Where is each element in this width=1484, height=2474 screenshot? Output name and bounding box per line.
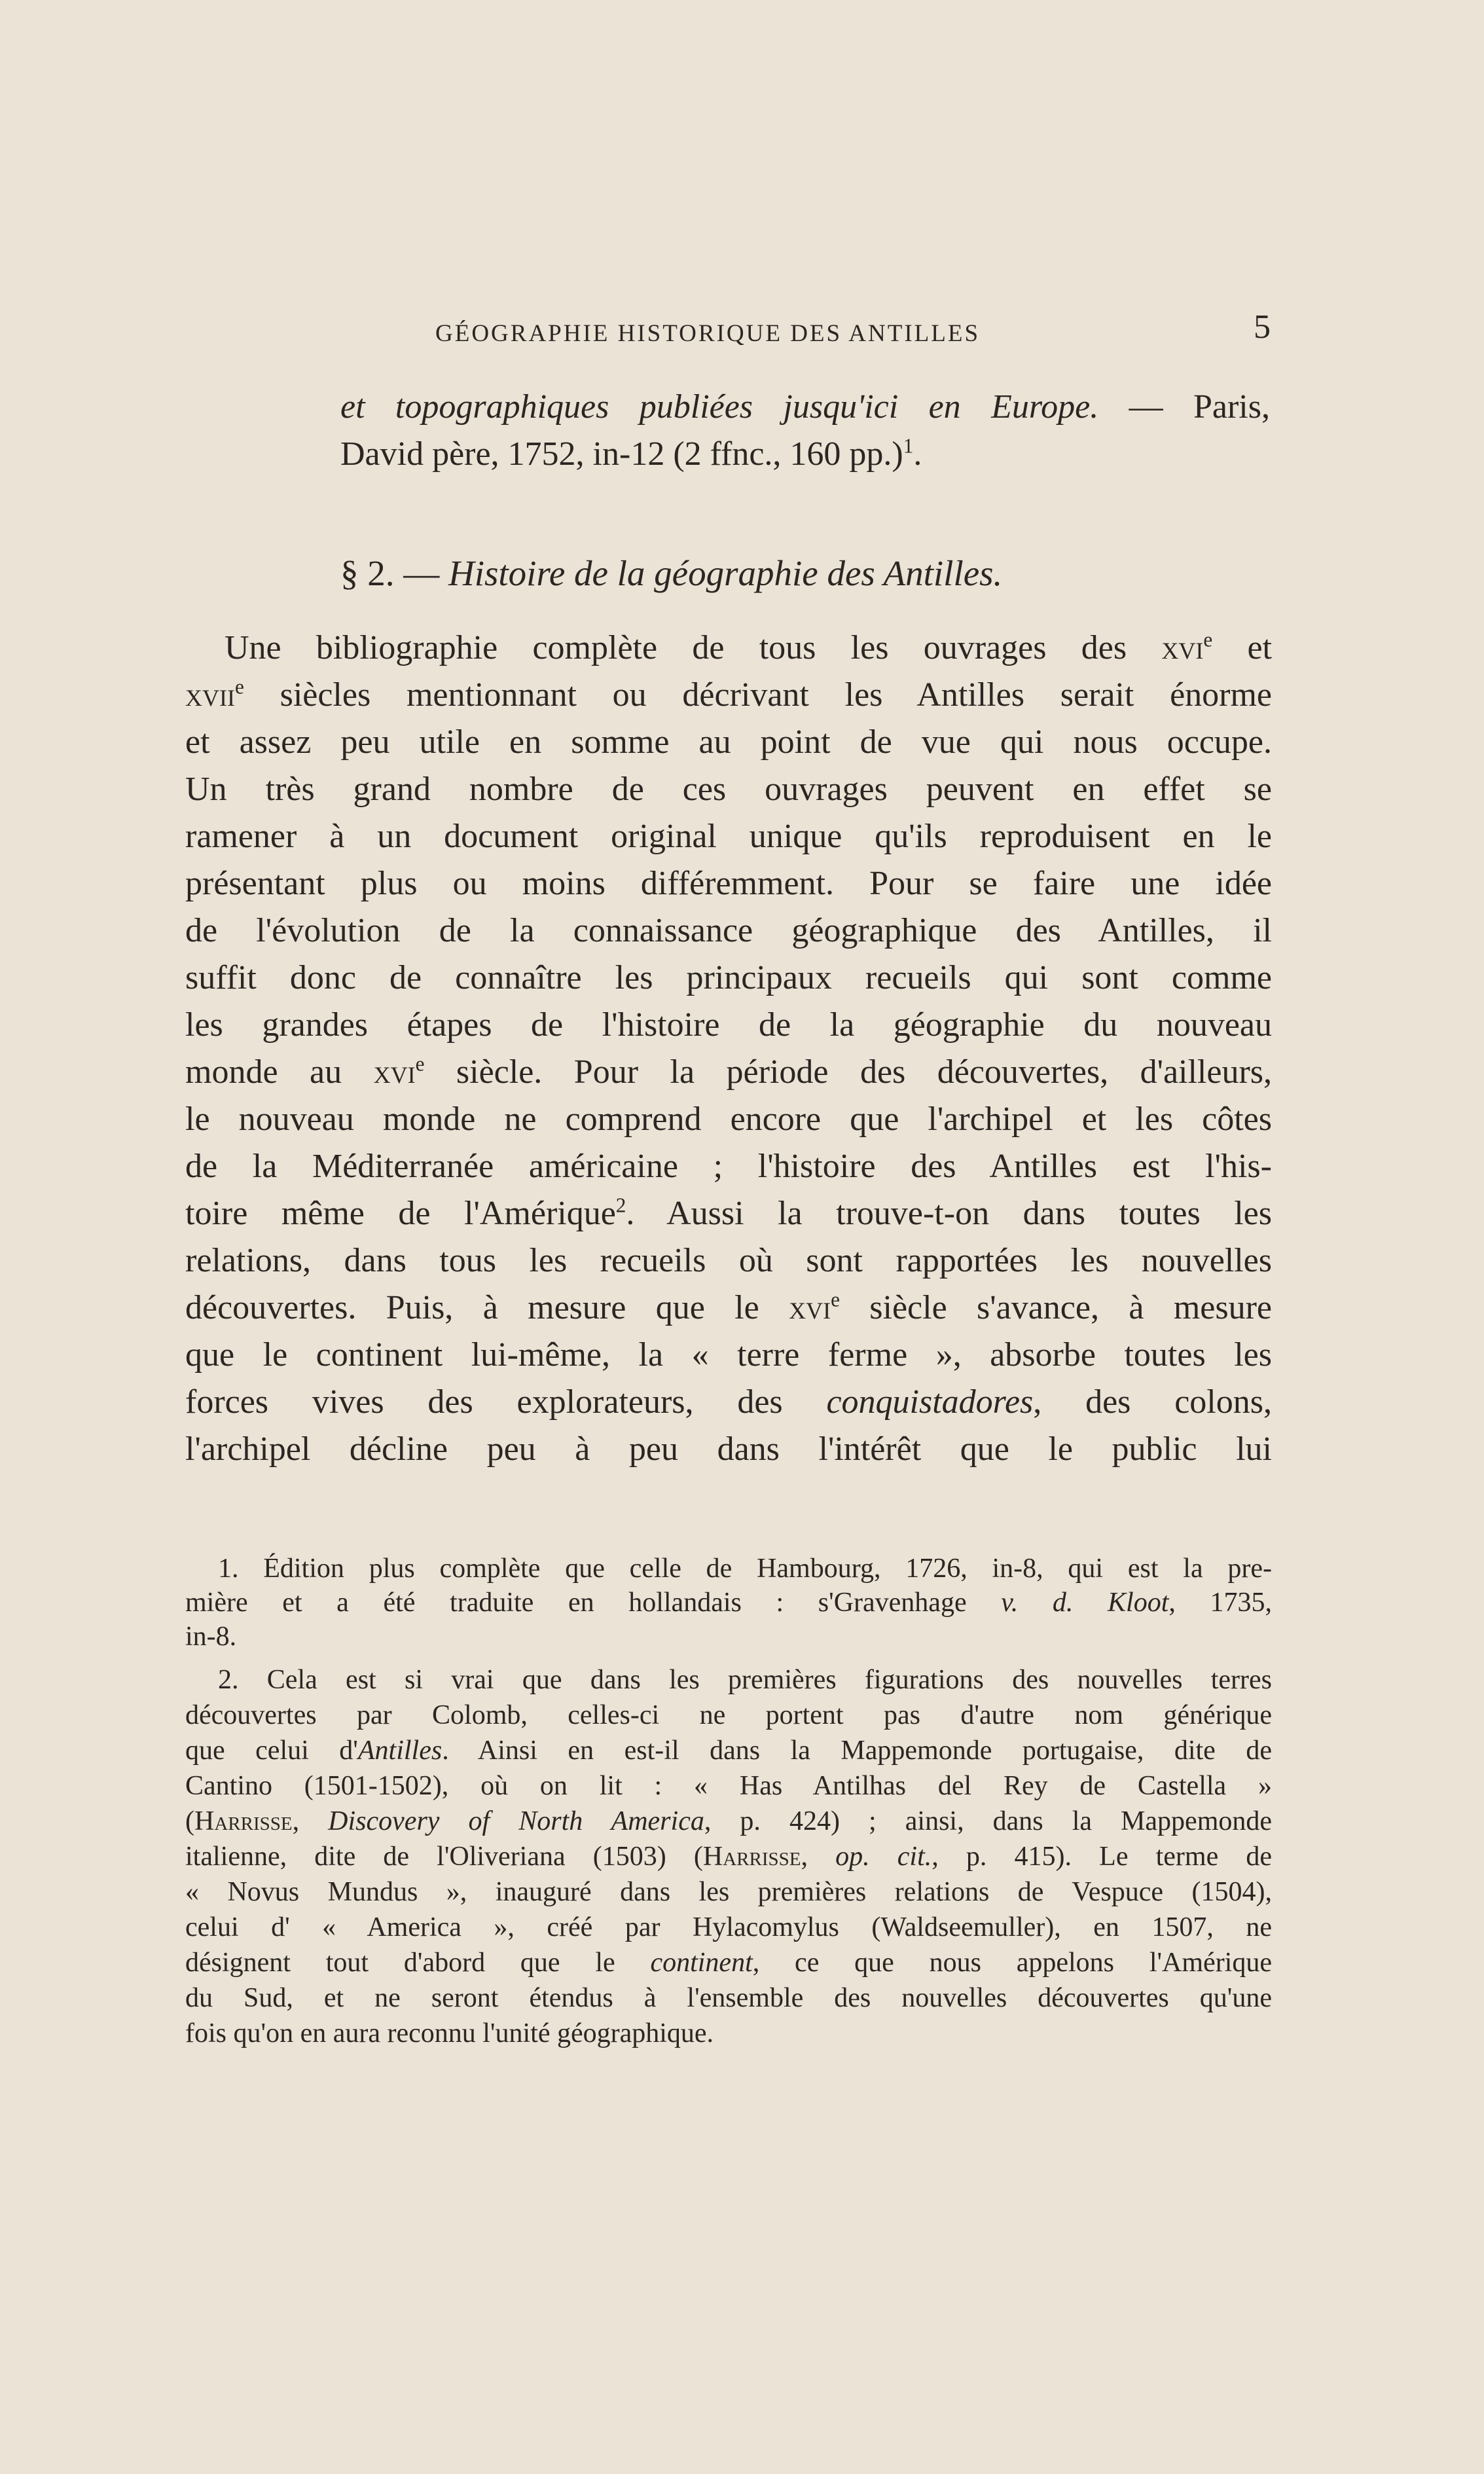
- paragraph-line: [185, 1100, 1272, 1138]
- paragraph-line: [185, 1241, 1272, 1280]
- small-caps-text: xvi: [789, 1289, 831, 1326]
- superscript: e: [415, 1052, 425, 1076]
- text: ,: [292, 1806, 329, 1836]
- text: découvertes. Puis, à mesure que le: [185, 1289, 789, 1326]
- text: siècle. Pour la période des découvertes, d'ailleurs,: [424, 1053, 1272, 1091]
- text: , p. 424) ; ainsi, dans la Mappemonde: [704, 1806, 1273, 1836]
- superscript: e: [1203, 628, 1213, 651]
- text: in-8.: [185, 1622, 237, 1652]
- paragraph-line: [185, 1147, 1272, 1186]
- page-number: 5: [1254, 308, 1271, 346]
- text: italienne, dite de l'Oliveriana (1503) (: [185, 1842, 703, 1872]
- paragraph-line: [185, 911, 1272, 950]
- text: . Édition plus complète que celle de Hambourg, 1726, in-8, qui est la pre-: [232, 1554, 1272, 1584]
- text: forces vives des explorateurs, des: [185, 1383, 827, 1421]
- paragraph-line: [185, 723, 1272, 761]
- text: siècle s'avance, à mesure: [839, 1289, 1272, 1326]
- italic-text: continent: [650, 1948, 753, 1978]
- paragraph-line: [185, 817, 1272, 856]
- text: , ce que nous appelons l'Amérique: [752, 1948, 1272, 1978]
- text: l'archipel décline peu à peu dans l'intérêt que le public lui: [185, 1430, 1272, 1468]
- text: celui d' « America », créé par Hylacomylus (Waldseemuller), en 1507, ne: [185, 1912, 1272, 1942]
- italic-text: v. d. Kloot: [1001, 1588, 1169, 1618]
- text: , 1735,: [1168, 1588, 1272, 1618]
- paragraph-line: [185, 676, 1272, 714]
- italic-text: Antilles: [357, 1736, 443, 1766]
- text: et: [1212, 629, 1272, 666]
- footnote-line: [185, 1806, 1272, 1837]
- text: monde au: [185, 1053, 374, 1091]
- text: fois qu'on en aura reconnu l'unité géographique.: [185, 2018, 714, 2048]
- superscript: e: [831, 1288, 840, 1311]
- section-title: Histoire de la géographie des Antilles.: [448, 553, 1003, 593]
- section-heading: [340, 553, 1002, 594]
- paragraph-line: [185, 864, 1272, 903]
- italic-text: op. cit.: [835, 1842, 932, 1872]
- footnote-line: [185, 1735, 1272, 1766]
- paragraph-line: [185, 1288, 1272, 1327]
- text: de la Méditerranée américaine ; l'histoire des Antilles est l'his-: [185, 1148, 1272, 1185]
- text: . Aussi la trouve-t-on dans toutes les: [626, 1195, 1272, 1232]
- text: toire même de l'Amérique: [185, 1195, 616, 1232]
- text: de l'évolution de la connaissance géographique des Antilles, il: [185, 912, 1272, 949]
- paragraph-line: [185, 1053, 1272, 1091]
- footnote-line: [185, 1947, 1272, 1978]
- text: le nouveau monde ne comprend encore que l'archipel et les côtes: [185, 1101, 1272, 1138]
- small-caps-text: Harrisse: [702, 1842, 801, 1872]
- text: mière et a été traduite en hollandais : s'Gravenhage: [185, 1588, 1002, 1618]
- small-caps-text: xvii: [185, 676, 235, 714]
- section-number: § 2. —: [340, 553, 440, 593]
- carryover-line: et topographiques publiées jusqu'ici en Europe. — Paris,: [340, 388, 1270, 426]
- footnote-line: [185, 1876, 1272, 1908]
- paragraph-line: [185, 1336, 1272, 1374]
- text: et assez peu utile en somme au point de vue qui nous occupe.: [185, 723, 1272, 761]
- paragraph-line: [185, 958, 1272, 997]
- paragraph-line: [185, 1006, 1272, 1044]
- footnote-line: [185, 1621, 236, 1652]
- footnote-line: [185, 2018, 714, 2049]
- footnote-number: 2: [218, 1665, 232, 1695]
- small-caps-text: xvi: [1161, 629, 1204, 666]
- footnote-line: [218, 1553, 1272, 1584]
- footnote-line: [185, 1700, 1272, 1731]
- footnote-line: [185, 1770, 1272, 1802]
- text: . Cela est si vrai que dans les premières figurations des nouvelles terres: [232, 1665, 1272, 1695]
- footnote-line: [185, 1912, 1272, 1943]
- paragraph-line: [185, 770, 1272, 809]
- footnote-ref: 2: [615, 1193, 626, 1217]
- text: relations, dans tous les recueils où sont rapportées les nouvelles: [185, 1242, 1272, 1279]
- small-caps-text: Harrisse: [194, 1806, 293, 1836]
- text: ,: [801, 1842, 836, 1872]
- footnote-line: [218, 1664, 1272, 1696]
- text: . Ainsi en est-il dans la Mappemonde portugaise, dite de: [442, 1736, 1272, 1766]
- footnote-line: [185, 1587, 1272, 1618]
- footnote-number: 1: [218, 1554, 232, 1584]
- text: découvertes par Colomb, celles-ci ne portent pas d'autre nom générique: [185, 1700, 1272, 1730]
- running-title: GÉOGRAPHIE HISTORIQUE DES ANTILLES: [435, 320, 981, 347]
- text: suffit donc de connaître les principaux recueils qui sont comme: [185, 959, 1272, 996]
- text: siècles mentionnant ou décrivant les Antilles serait énorme: [244, 676, 1272, 714]
- text: les grandes étapes de l'histoire de la géographie du nouveau: [185, 1006, 1272, 1044]
- footnote-ref: 1: [903, 434, 914, 458]
- text: du Sud, et ne seront étendus à l'ensemble des nouvelles découvertes qu'une: [185, 1983, 1272, 2013]
- text: que celui d': [185, 1736, 358, 1766]
- text: (: [185, 1806, 194, 1836]
- paragraph-line: [185, 1194, 1272, 1233]
- footnote-line: [185, 1982, 1272, 2014]
- running-header: [435, 319, 1273, 348]
- text: Une bibliographie complète de tous les ouvrages des: [225, 629, 1162, 666]
- paragraph-line: [225, 628, 1272, 667]
- footnote-line: [185, 1841, 1272, 1872]
- text: , des colons,: [1033, 1383, 1272, 1421]
- text: Un très grand nombre de ces ouvrages peuvent en effet se: [185, 771, 1272, 808]
- text: présentant plus ou moins différemment. Pour se faire une idée: [185, 865, 1272, 902]
- text: « Novus Mundus », inauguré dans les premières relations de Vespuce (1504),: [185, 1877, 1272, 1907]
- italic-text: conquistadores: [826, 1383, 1034, 1421]
- paragraph-line: [185, 1430, 1272, 1468]
- text: , p. 415). Le terme de: [932, 1842, 1273, 1872]
- small-caps-text: xvi: [373, 1053, 416, 1091]
- superscript: e: [234, 675, 244, 699]
- italic-text: Discovery of North America: [328, 1806, 704, 1836]
- text: désignent tout d'abord que le: [185, 1948, 651, 1978]
- text: ramener à un document original unique qu'ils reproduisent en le: [185, 818, 1272, 855]
- paragraph-line: [185, 1383, 1272, 1421]
- text: Cantino (1501-1502), où on lit : « Has Antilhas del Rey de Castella »: [185, 1771, 1272, 1801]
- carryover-line: David père, 1752, in-12 (2 ffnc., 160 pp.)$^1$.: [340, 434, 922, 473]
- text: que le continent lui-même, la « terre ferme », absorbe toutes les: [185, 1336, 1272, 1373]
